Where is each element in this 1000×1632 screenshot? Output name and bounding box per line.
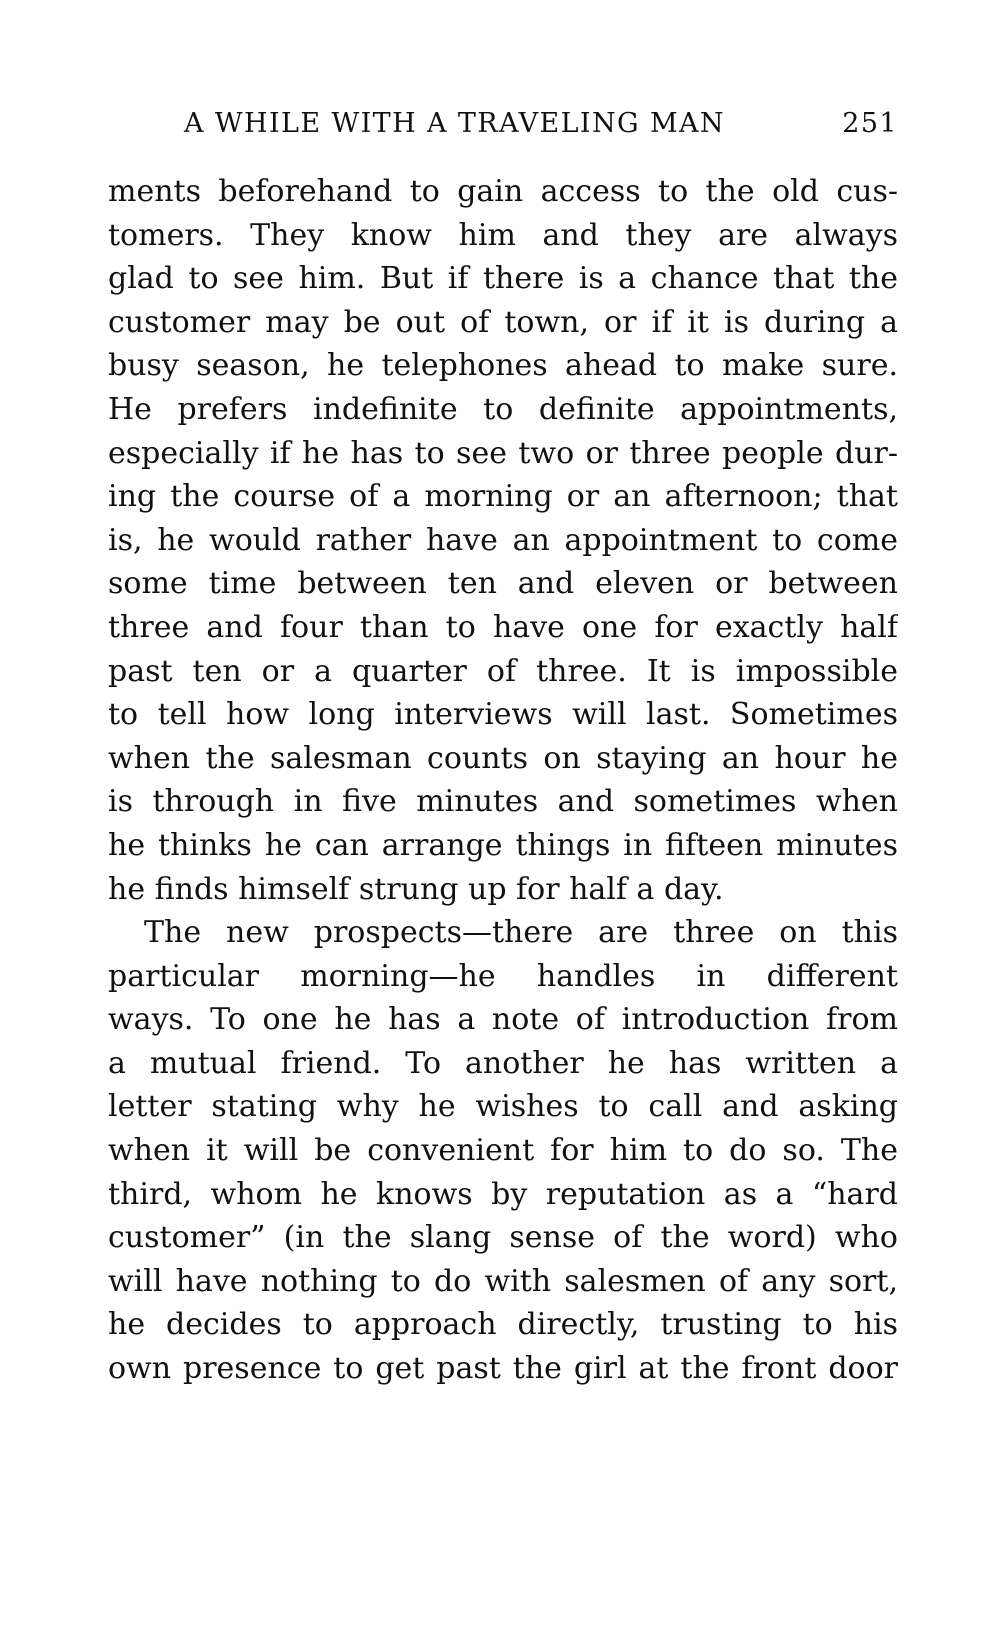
running-title: A WHILE WITH A TRAVELING MAN <box>184 108 725 139</box>
body-text <box>108 170 898 1391</box>
text-line: tomers. They know him and they are always <box>108 217 898 253</box>
text-line: when it will be convenient for him to do so. The <box>108 1133 898 1169</box>
paragraph-2 <box>108 911 898 1391</box>
text-line: third, whom he knows by reputation as a “hard <box>108 1176 898 1212</box>
text-line: own presence to get past the girl at the front door <box>108 1351 898 1387</box>
text-line: he finds himself strung up for half a day. <box>108 871 724 907</box>
text-line: letter stating why he wishes to call and asking <box>108 1089 898 1125</box>
text-line: is through in five minutes and sometimes when <box>108 784 898 820</box>
text-line: The new prospects—there are three on this <box>144 915 898 951</box>
text-line: will have nothing to do with salesmen of any sort, <box>108 1263 898 1299</box>
text-line: he decides to approach directly, trusting to his <box>108 1307 898 1343</box>
text-line: particular morning—he handles in different <box>108 958 898 994</box>
text-line: a mutual friend. To another he has written a <box>108 1045 898 1081</box>
text-line: customer may be out of town, or if it is during a <box>108 304 898 340</box>
page-number: 251 <box>842 108 898 139</box>
text-line: he thinks he can arrange things in fifteen minutes <box>108 827 898 863</box>
text-line: especially if he has to see two or three people dur- <box>108 435 898 471</box>
text-line: ing the course of a morning or an afternoon; that <box>108 479 898 515</box>
text-line: glad to see him. But if there is a chance that the <box>108 261 898 297</box>
text-line: ways. To one he has a note of introduction from <box>108 1002 898 1038</box>
running-head <box>108 108 898 148</box>
paragraph-1 <box>108 170 898 911</box>
text-line: busy season, he telephones ahead to make sure. <box>108 348 898 384</box>
text-line: customer” (in the slang sense of the word) who <box>108 1220 898 1256</box>
text-line: three and four than to have one for exactly half <box>108 609 898 645</box>
text-line: to tell how long interviews will last. Sometimes <box>108 697 898 733</box>
text-line: past ten or a quarter of three. It is impossible <box>108 653 898 689</box>
text-line: some time between ten and eleven or between <box>108 566 898 602</box>
text-line: is, he would rather have an appointment to come <box>108 522 898 558</box>
text-line: ments beforehand to gain access to the old cus- <box>108 174 898 209</box>
text-line: when the salesman counts on staying an hour he <box>108 740 898 776</box>
text-line: He prefers indefinite to definite appointments, <box>108 391 898 427</box>
